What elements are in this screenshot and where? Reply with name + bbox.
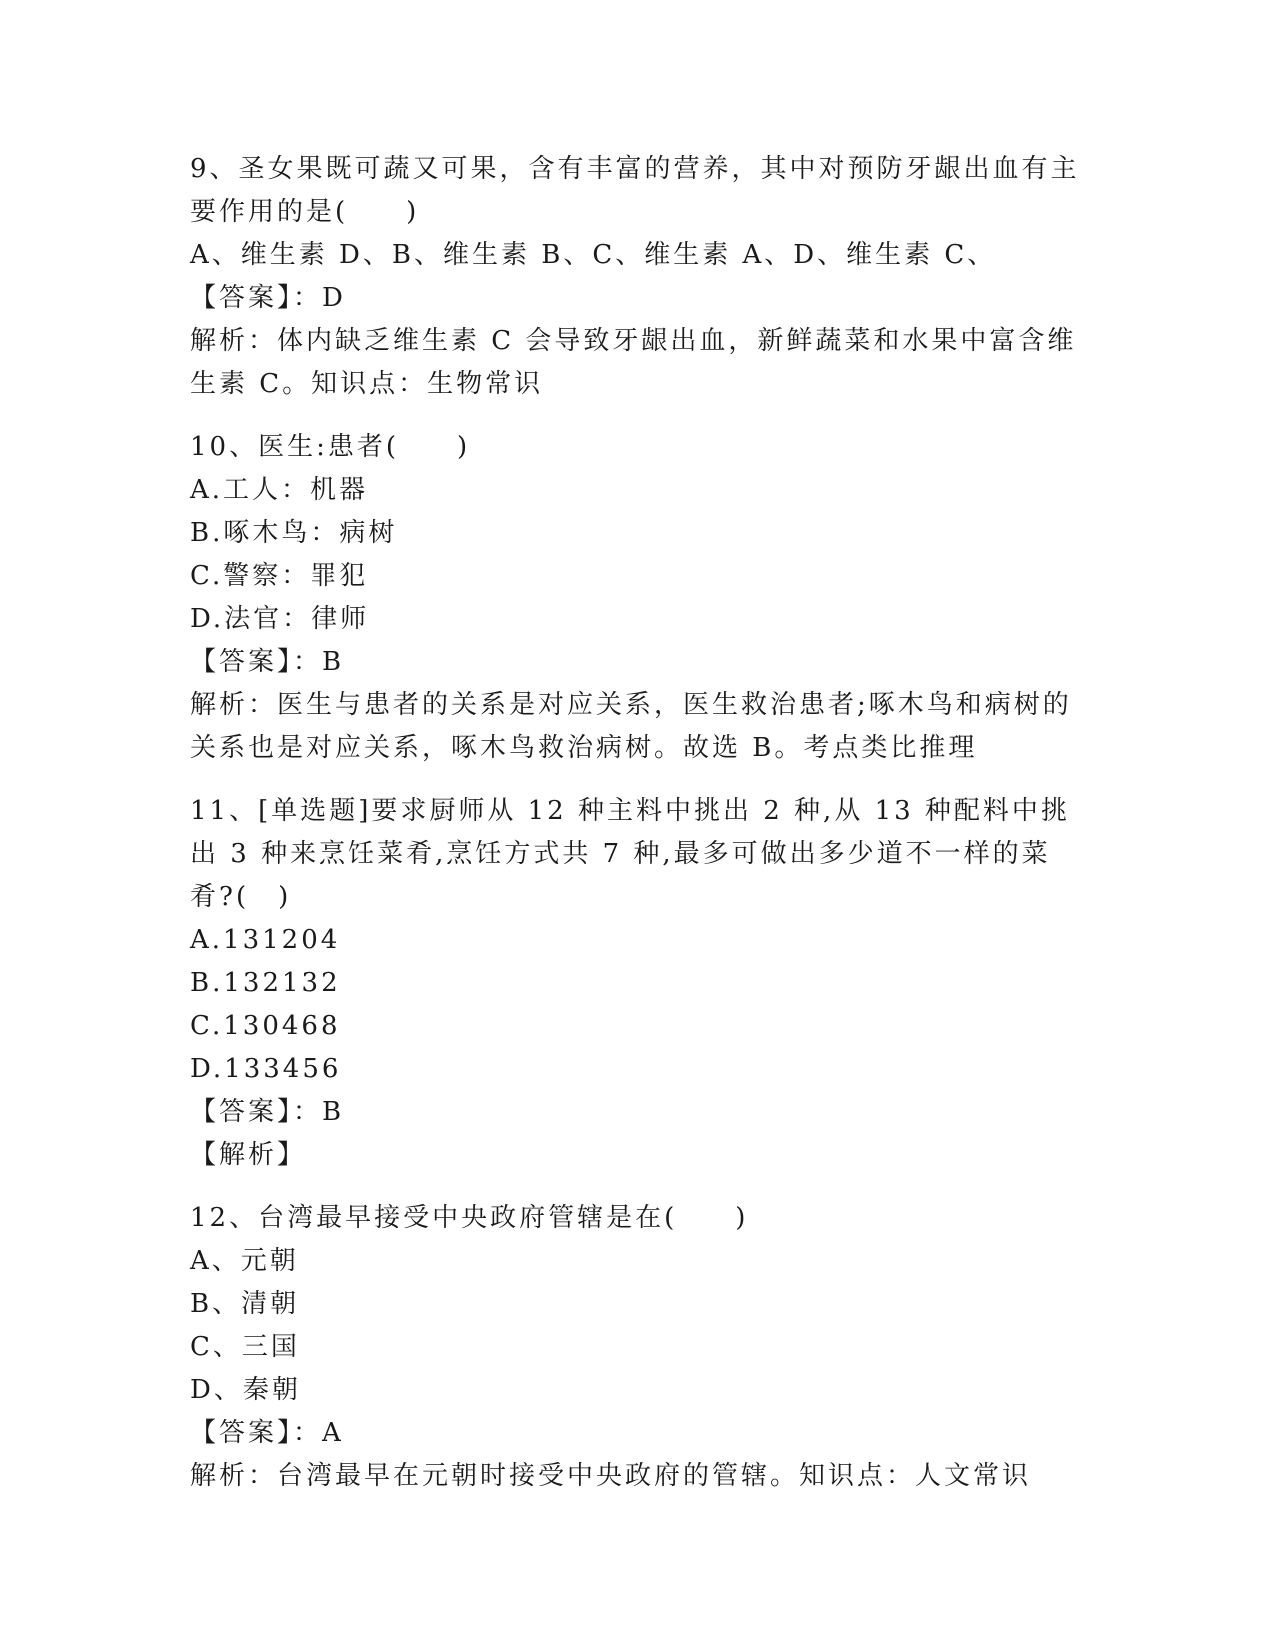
analysis-heading: 【解析】 [190,1140,307,1170]
option-d: D、秦朝 [190,1375,301,1405]
question-9 [190,148,1080,406]
question-stem: 12、台湾最早接受中央政府管辖是在( ) [190,1203,749,1233]
option-b: B.132132 [190,968,341,998]
option-c: C.130468 [190,1011,341,1041]
answer-line: 【答案】：D [190,283,346,313]
option-a: A.工人：机器 [190,475,369,505]
analysis-text: 解析：医生与患者的关系是对应关系，医生救治患者;啄木鸟和病树的关系也是对应关系，啄木鸟救治病树。故选 B。考点类比推理 [190,690,1072,763]
document-page [190,148,1080,1518]
analysis-text: 解析：台湾最早在元朝时接受中央政府的管辖。知识点：人文常识 [190,1461,1032,1491]
question-10 [190,426,1080,770]
option-c: C、三国 [190,1332,300,1362]
option-c: C.警察：罪犯 [190,561,369,591]
option-b: B.啄木鸟：病树 [190,518,398,548]
answer-line: 【答案】：A [190,1418,344,1448]
question-12 [190,1197,1080,1498]
question-stem: 10、医生:患者( ) [190,432,471,462]
question-11 [190,790,1080,1177]
option-line: A、维生素 D、B、维生素 B、C、维生素 A、D、维生素 C、 [190,240,997,270]
question-stem: 11、[单选题]要求厨师从 12 种主料中挑出 2 种,从 13 种配料中挑出 3 种来烹饪菜肴,烹饪方式共 7 种,最多可做出多少道不一样的菜肴?( ) [190,796,1070,912]
answer-line: 【答案】：B [190,647,345,677]
option-a: A.131204 [190,925,341,955]
question-stem: 9、圣女果既可蔬又可果，含有丰富的营养，其中对预防牙龈出血有主要作用的是( ) [190,154,1080,227]
analysis-text: 解析：体内缺乏维生素 C 会导致牙龈出血，新鲜蔬菜和水果中富含维生素 C。知识点：生物常识 [190,326,1077,399]
option-d: D.133456 [190,1054,342,1084]
option-d: D.法官：律师 [190,604,370,634]
option-a: A、元朝 [190,1246,299,1276]
answer-line: 【答案】：B [190,1097,345,1127]
option-b: B、清朝 [190,1289,300,1319]
